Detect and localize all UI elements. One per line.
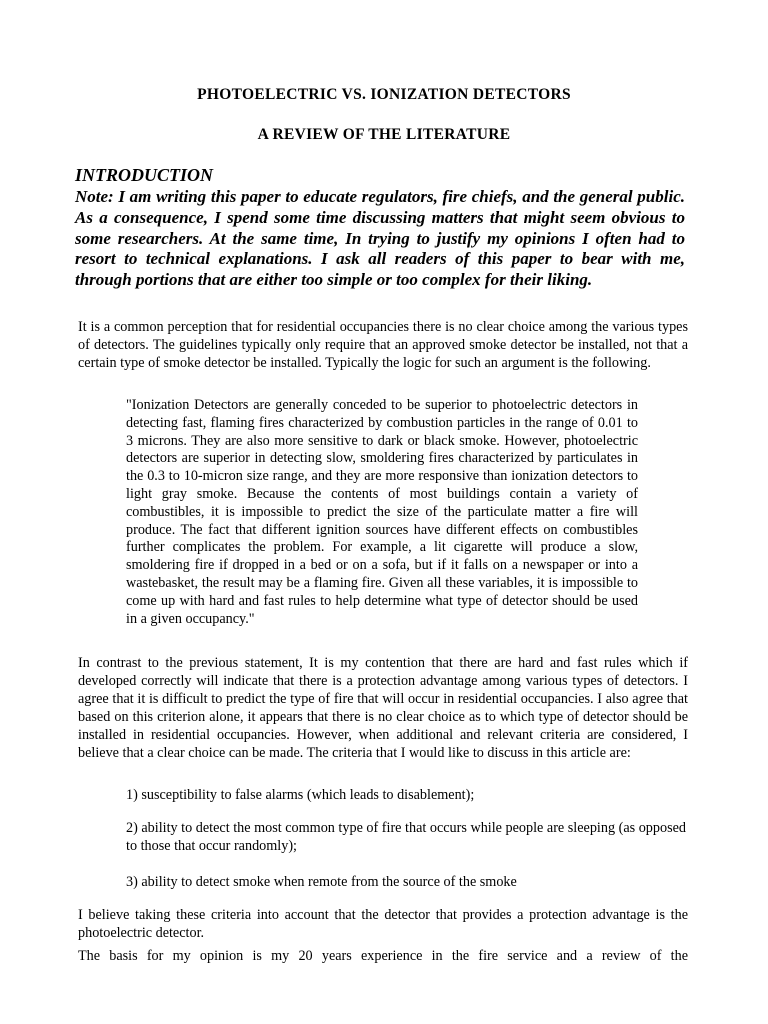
block-quote: "Ionization Detectors are generally conceded to be superior to photoelectric detectors in detecting fast, flaming fires characterized by combustion particles in the range of 0.01 to 3 microns. They are also more sensitive to dark or black smoke. However, photoelectric detectors are superior in detecting slow, smoldering fires characterized by particulates in the 0.3 to 10-micron size range, and they are more responsive than ionization detectors to light gray smoke. Because the contents of most buildings contain a variety of combustibles, it is impossible to predict the size of the particulate matter a fire will produce. The fact that different ignition sources have different effects on combustibles further complicates the problem. For example, a lit cigarette will produce a slow, smoldering fire if dropped in a bed or on a sofa, but if it falls on a newspaper or into a wastebasket, the result may be a flaming fire. Given all these variables, it is impossible to come up with hard and fast rules to help determine what type of detector should be used in a given occupancy." — [126, 397, 638, 627]
paragraph-2: In contrast to the previous statement, It is my contention that there are hard and fast rules which if developed correctly will indicate that there is a protection advantage among various types of detectors. I agree that it is difficult to predict the type of fire that will occur in residential occupancies. I also agree that based on this criterion alone, it appears that there is no clear choice as to which type of detector should be installed in residential occupancies. However, when additional and relevant criteria are considered, I believe that a clear choice can be made. The criteria that I would like to discuss in this article are: — [78, 655, 688, 762]
paragraph-4: The basis for my opinion is my 20 years experience in the fire service and a review of the — [78, 948, 688, 964]
paragraph-1: It is a common perception that for residential occupancies there is no clear choice among the various types of detectors. The guidelines typically only require that an approved smoke detector be installed, not that a certain type of smoke detector be installed. Typically the logic for such an argument is the following. — [78, 319, 688, 372]
criteria-item-2: 2) ability to detect the most common type of fire that occurs while people are sleeping (as opposed to those that occur randomly); — [126, 820, 686, 854]
section-heading-introduction: INTRODUCTION — [75, 165, 214, 185]
criteria-item-3: 3) ability to detect smoke when remote from the source of the smoke — [126, 874, 517, 890]
paragraph-3: I believe taking these criteria into account that the detector that provides a protection advantage is the photoelectric detector. — [78, 907, 688, 942]
document-subtitle: A REVIEW OF THE LITERATURE — [257, 126, 511, 143]
document-title: PHOTOELECTRIC VS. IONIZATION DETECTORS — [197, 86, 571, 103]
criteria-item-1: 1) susceptibility to false alarms (which leads to disablement); — [126, 787, 475, 803]
author-note: Note: I am writing this paper to educate regulators, fire chiefs, and the general public. As a consequence, I spend some time discussing matters that might seem obvious to some researchers. At the same time, In trying to justify my opinions I often had to resort to technical explanations. I ask all readers of this paper to bear with me, through portions that are either too simple or too complex for their liking. — [75, 187, 685, 290]
